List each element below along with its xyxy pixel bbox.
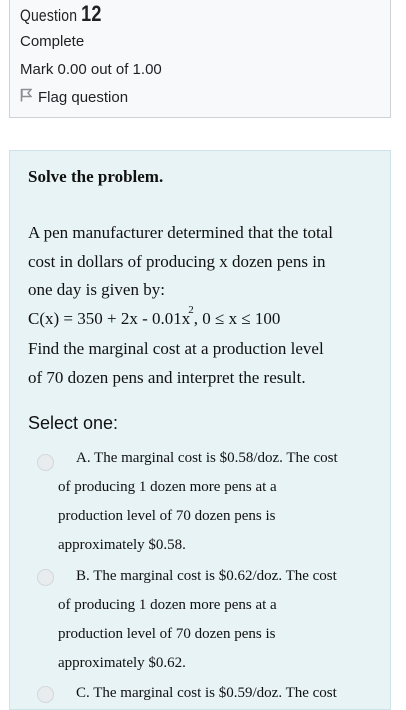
answer-line: approximately $0.62.	[58, 655, 186, 671]
flag-question-link[interactable]	[20, 88, 128, 106]
formula-part-2: , 0 ≤ x ≤ 100	[193, 308, 281, 328]
answer-line: B. The marginal cost is $0.62/doz. The cost	[76, 568, 337, 584]
formula-line	[28, 305, 373, 336]
answer-a-text[interactable]	[58, 444, 368, 560]
question-formulation	[9, 150, 391, 710]
answer-b-text[interactable]	[58, 562, 368, 678]
question-text-line: of 70 dozen pens and interpret the result.	[28, 367, 306, 387]
question-number-value: 12	[81, 1, 102, 26]
question-info-panel	[9, 0, 391, 118]
question-text-line: A pen manufacturer determined that the total	[28, 223, 333, 242]
answer-line: production level of 70 dozen pens is	[58, 508, 276, 524]
question-text-line: cost in dollars of producing x dozen pens in	[28, 251, 326, 271]
question-heading: Solve the problem.	[28, 167, 164, 186]
answer-line: approximately $0.58.	[58, 537, 186, 553]
question-number	[20, 1, 102, 27]
question-text	[28, 219, 373, 392]
answer-line: of producing 1 dozen more pens at a	[58, 479, 277, 495]
answer-line: production level of 70 dozen pens is	[58, 626, 276, 642]
formula-part-1: C(x) = 350 + 2x - 0.01x	[28, 308, 191, 328]
question-state: Complete	[20, 33, 85, 50]
answer-c-radio[interactable]	[37, 686, 54, 703]
formula-exponent: 2	[188, 303, 194, 316]
question-text-line: Find the marginal cost at a production level	[28, 339, 324, 358]
answer-line: C. The marginal cost is $0.59/doz. The cost	[76, 685, 337, 701]
answer-c-text[interactable]	[58, 679, 368, 708]
question-word: Question	[20, 6, 78, 25]
answer-b-radio[interactable]	[37, 569, 54, 586]
select-one-label: Select one:	[28, 413, 119, 433]
answer-line: A. The marginal cost is $0.58/doz. The cost	[76, 450, 338, 466]
answer-a-radio[interactable]	[37, 454, 54, 471]
question-grade: Mark 0.00 out of 1.00	[20, 61, 162, 78]
answer-line: of producing 1 dozen more pens at a	[58, 597, 277, 613]
flag-question-label: Flag question	[38, 88, 129, 106]
flag-icon	[20, 88, 38, 106]
question-text-line: one day is given by:	[28, 280, 165, 299]
